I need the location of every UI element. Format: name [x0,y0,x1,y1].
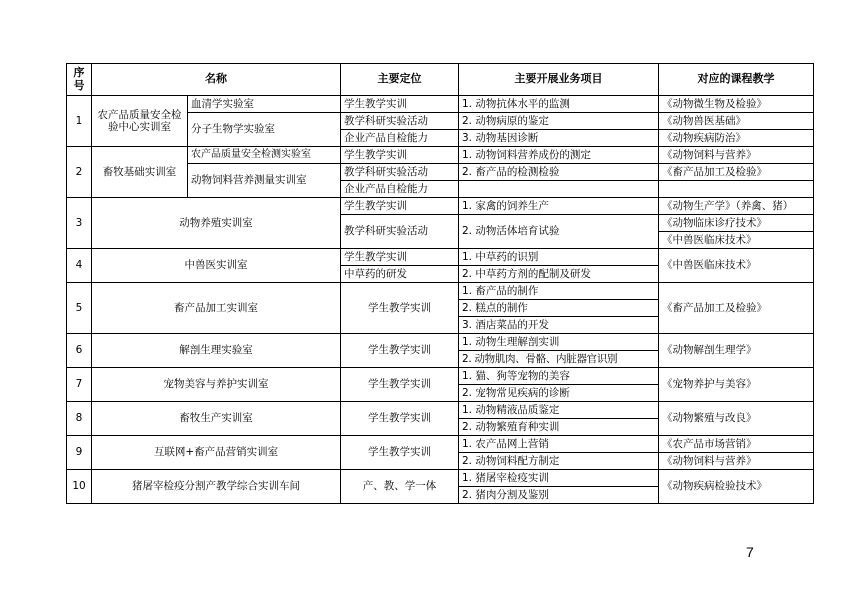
table-row [67,198,814,215]
course-cell: 《动物解剖生理学》 [659,334,814,368]
row-name: 解剖生理实验室 [92,334,341,368]
lab-table [66,63,814,504]
business-item: 1. 猫、狗等宠物的美容 [459,368,659,385]
course-cell: 《畜产品加工及检验》 [659,164,814,181]
row-name: 畜产品加工实训室 [92,283,341,334]
business-item: 1. 农产品网上营销 [459,436,659,453]
course-cell: 《畜产品加工及检验》 [659,283,814,334]
row-seq: 10 [67,470,92,504]
sub-lab-name: 农产品质量安全检测实验室 [188,147,341,164]
row-seq: 4 [67,249,92,283]
row-seq: 2 [67,147,92,198]
course-cell: 《动物生产学》（养禽、猪） [659,198,814,215]
position-cell: 学生教学实训 [341,96,459,113]
table-row [67,402,814,419]
position-cell: 中草药的研发 [341,266,459,283]
header-courses: 对应的课程教学 [659,64,814,96]
position-cell: 教学科研实验活动 [341,164,459,181]
table-row [67,334,814,351]
course-cell: 《中兽医临床技术》 [659,249,814,283]
position-cell: 学生教学实训 [341,283,459,334]
row-group-name: 畜牧基础实训室 [92,147,188,198]
row-name: 中兽医实训室 [92,249,341,283]
table-row [67,283,814,300]
position-cell: 企业产品自检能力 [341,130,459,147]
course-cell: 《动物饲料与营养》 [659,453,814,470]
course-cell: 《宠物养护与美容》 [659,368,814,402]
sub-lab-name: 分子生物学实验室 [188,113,341,147]
course-cell: 《中兽医临床技术》 [659,232,814,249]
course-cell: 《动物繁殖与改良》 [659,402,814,436]
header-name: 名称 [92,64,341,96]
course-cell: 《动物兽医基础》 [659,113,814,130]
course-cell: 《农产品市场营销》 [659,436,814,453]
business-item: 1. 猪屠宰检疫实训 [459,470,659,487]
table-row [67,470,814,487]
table-row [67,249,814,266]
business-item: 2. 糕点的制作 [459,300,659,317]
row-seq: 8 [67,402,92,436]
business-item: 1. 畜产品的制作 [459,283,659,300]
header-business: 主要开展业务项目 [459,64,659,96]
header-row [67,64,814,96]
business-item: 1. 动物精液品质鉴定 [459,402,659,419]
position-cell: 学生教学实训 [341,198,459,215]
business-item: 1. 动物饲料营养成份的测定 [459,147,659,164]
position-cell: 学生教学实训 [341,334,459,368]
row-name: 猪屠宰检疫分割产教学综合实训车间 [92,470,341,504]
business-item: 2. 动物繁殖育种实训 [459,419,659,436]
row-name: 畜牧生产实训室 [92,402,341,436]
position-cell: 学生教学实训 [341,436,459,470]
business-item: 2. 动物活体培育试验 [459,215,659,249]
sub-lab-name: 血清学实验室 [188,96,341,113]
row-name: 宠物美容与养护实训室 [92,368,341,402]
course-cell: 《动物疾病检验技术》 [659,470,814,504]
business-item: 2. 动物肌肉、骨骼、内脏器官识别 [459,351,659,368]
business-item: 1. 动物生理解剖实训 [459,334,659,351]
position-cell: 学生教学实训 [341,402,459,436]
table-row [67,436,814,453]
row-name: 动物养殖实训室 [92,198,341,249]
course-cell [659,181,814,198]
row-seq: 3 [67,198,92,249]
business-item: 2. 猪肉分割及鉴别 [459,487,659,504]
business-item: 1. 中草药的识别 [459,249,659,266]
row-seq: 1 [67,96,92,147]
business-item: 2. 中草药方剂的配制及研发 [459,266,659,283]
position-cell: 教学科研实验活动 [341,215,459,249]
header-position: 主要定位 [341,64,459,96]
table-row [67,368,814,385]
position-cell: 学生教学实训 [341,147,459,164]
business-item: 3. 酒店菜品的开发 [459,317,659,334]
page-number: 7 [746,544,754,560]
position-cell: 学生教学实训 [341,368,459,402]
position-cell: 企业产品自检能力 [341,181,459,198]
business-item: 2. 畜产品的检测检验 [459,164,659,181]
row-seq: 7 [67,368,92,402]
row-seq: 5 [67,283,92,334]
business-item: 1. 动物抗体水平的监测 [459,96,659,113]
position-cell: 产、教、学一体 [341,470,459,504]
course-cell: 《动物疾病防治》 [659,130,814,147]
sub-lab-name: 动物饲料营养测量实训室 [188,164,341,198]
table-row [67,96,814,113]
business-item: 2. 动物饲料配方制定 [459,453,659,470]
business-item: 2. 宠物常见疾病的诊断 [459,385,659,402]
course-cell: 《动物微生物及检验》 [659,96,814,113]
business-item: 2. 动物病原的鉴定 [459,113,659,130]
course-cell: 《动物饲料与营养》 [659,147,814,164]
business-item [459,181,659,198]
course-cell: 《动物临床诊疗技术》 [659,215,814,232]
row-seq: 6 [67,334,92,368]
position-cell: 学生教学实训 [341,249,459,266]
business-item: 3. 动物基因诊断 [459,130,659,147]
table-row [67,147,814,164]
header-seq: 序号 [67,64,92,96]
row-name: 互联网+畜产品营销实训室 [92,436,341,470]
row-seq: 9 [67,436,92,470]
row-group-name: 农产品质量安全检验中心实训室 [92,96,188,147]
position-cell: 教学科研实验活动 [341,113,459,130]
business-item: 1. 家禽的饲养生产 [459,198,659,215]
